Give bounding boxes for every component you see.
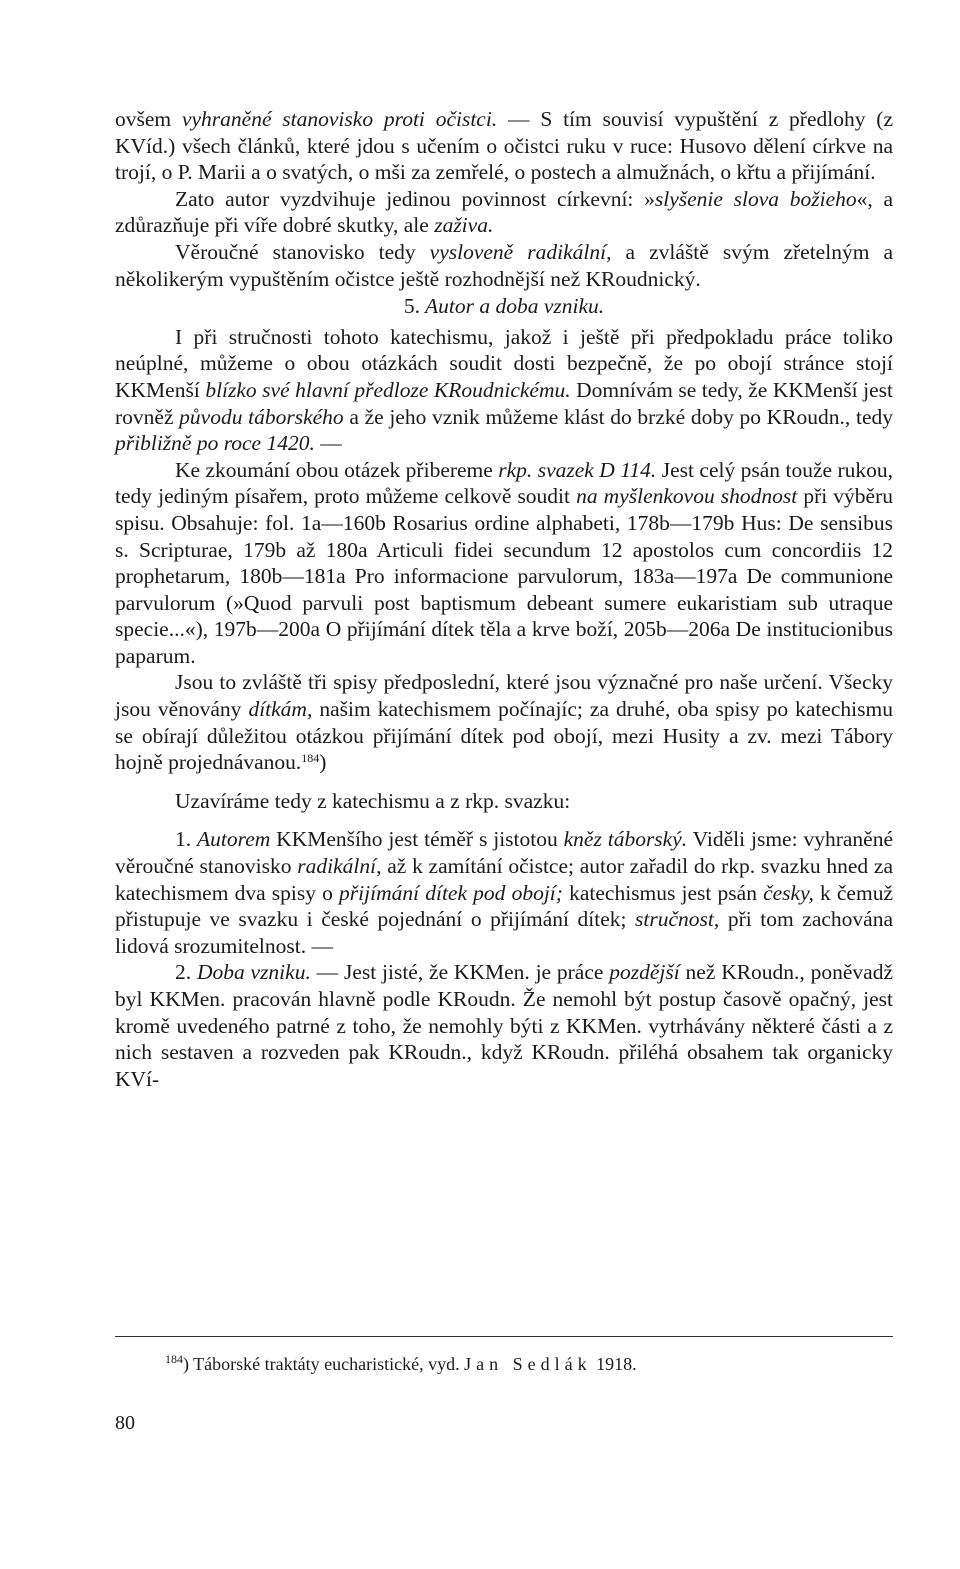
emphasis: zaživa. xyxy=(434,213,494,238)
paragraph-4: I při stručnosti tohoto katechismu, jakož i ještě při předpokladu práce toliko neúplné, můžeme o obou otázkách soudit dosti bezpečně, že po obojí stránce stojí KKMenší blízko své hlavní předloze KRoudnickému. Domnívám se tedy, že KKMenší jest rovněž původu táborského a že jeho vznik můžeme klást do brzké doby po KRoudn., tedy přibližně po roce 1420. — xyxy=(115,324,893,456)
emphasis: blízko své hlavní předloze KRoudnickému. xyxy=(205,377,571,402)
paragraph-1: ovšem vyhraněné stanovisko proti očistci. — S tím souvisí vypuštění z předlohy (z KVíd.) všech článků, které jdou s učením o očistci ruku v ruce: Husovo dělení církve na trojí, o P. Marii a o svatých, o mši za zemřelé, o postech a almužnách, o křtu a přijímání. xyxy=(115,107,893,185)
paragraph-2: Zato autor vyzdvihuje jedinou povinnost církevní: »slyšenie slova božieho«, a zdůrazňuje při víře dobré skutky, ale zaživa. xyxy=(115,186,894,238)
paragraph-9: 2. Doba vzniku. — Jest jisté, že KKMen. je práce pozdější než KRoudn., poněvadž byl KKMen. pracován hlavně podle KRoudn. Že nemohl být postup časově opačný, jest kromě uvedeného patrné z toho, že nemohly býti z KKMen. vytrhávány některé části a z nich sestaven a rozveden pak KRoudn., když KRoudn. přiléhá obsahem tak organicky KVí- xyxy=(115,960,893,1091)
footnote: $^{184}$) Táborské traktáty eucharistické, vyd. Jan Sedlák 1918. xyxy=(165,1352,637,1374)
footnote-reference[interactable]: 184 xyxy=(301,751,320,766)
footnote-number: 184 xyxy=(165,1352,183,1366)
emphasis: na myšlenkovou shodnost xyxy=(576,484,798,509)
footnote-author: Jan Sedlák xyxy=(464,1354,592,1374)
emphasis: vysloveně radikální, xyxy=(429,239,612,264)
paragraph-7: Uzavíráme tedy z katechismu a z rkp. svazku: xyxy=(175,788,571,813)
emphasis: pozdější xyxy=(609,960,680,985)
emphasis: vyhraněné stanovisko proti očistci. xyxy=(181,107,498,131)
paragraph-5: Ke zkoumání obou otázek přibereme rkp. svazek D 114. Jest celý psán touže rukou, tedy jediným písařem, proto můžeme celkově soudit na myšlenkovou shodnost při výběru spisu. Obsahuje: fol. 1a—160b Rosarius ordine alphabeti, 178b—179b Hus: De sensibus s. Scripturae, 179b až 180a Articuli fidei secundum 12 apostolos cum concordiis 12 prophetarum, 180b—181a Pro informacione parvulorum, 183a—197a De communione parvulorum (»Quod parvuli post baptismum debeant sumere eukaristiam sub utraque specie...«), 197b—200a O přijímání dítek těla a krve boží, 205b—206a De institucionibus paparum. xyxy=(115,457,894,668)
paragraph-gap xyxy=(115,776,893,788)
section-number: 5. xyxy=(403,294,420,319)
page-body xyxy=(115,106,893,1092)
paragraph-3: Věroučné stanovisko tedy vysloveně radikální, a zvláště svým zřetelným a několikerým vypuštěním očistce ještě rozhodnější než KRoudnický. xyxy=(115,239,894,291)
emphasis: stručnost, xyxy=(635,907,720,932)
emphasis: Autorem xyxy=(197,827,271,852)
page-number: 80 xyxy=(115,1412,135,1434)
footnote-separator xyxy=(115,1336,893,1337)
emphasis: přijímání dítek pod obojí; xyxy=(339,880,563,905)
paragraph-gap xyxy=(115,814,893,826)
emphasis: dítkám, xyxy=(248,697,313,722)
emphasis: kněz táborský. xyxy=(563,827,688,852)
paragraph-8: 1. Autorem KKMenšího jest téměř s jistotou kněz táborský. Viděli jsme: vyhraněné věroučné stanovisko radikální, až k zamítání očistce; autor zařadil do rkp. svazku hned za katechismem dva spisy o přijímání dítek pod obojí; katechismus jest psán česky, k čemuž přistupuje ve svazku i české pojednání o přijímání dítek; stručnost, při tom zachována lidová srozumitelnost. — xyxy=(115,827,893,958)
emphasis: česky, xyxy=(763,880,814,905)
emphasis: Doba vzniku. xyxy=(196,960,311,985)
paragraph-6: Jsou to zvláště tři spisy předposlední, které jsou význačné pro naše určení. Všecky jsou věnovány dítkám, našim katechismem počínajíc; za druhé, oba spisy po katechismu se obírají důležitou otázkou přijímání dítek pod obojí, mezi Husity a zv. mezi Tábory hojně projednávanou.$^{184}$) xyxy=(115,670,893,775)
section-heading xyxy=(115,292,893,324)
emphasis: přibližně po roce 1420. xyxy=(115,431,315,456)
emphasis: původu táborského xyxy=(179,404,344,429)
emphasis: radikální, xyxy=(297,854,382,879)
section-title: Autor a doba vzniku. xyxy=(424,294,605,319)
emphasis: rkp. svazek D 114. xyxy=(498,457,657,482)
emphasis: slyšenie slova božieho xyxy=(654,186,857,211)
